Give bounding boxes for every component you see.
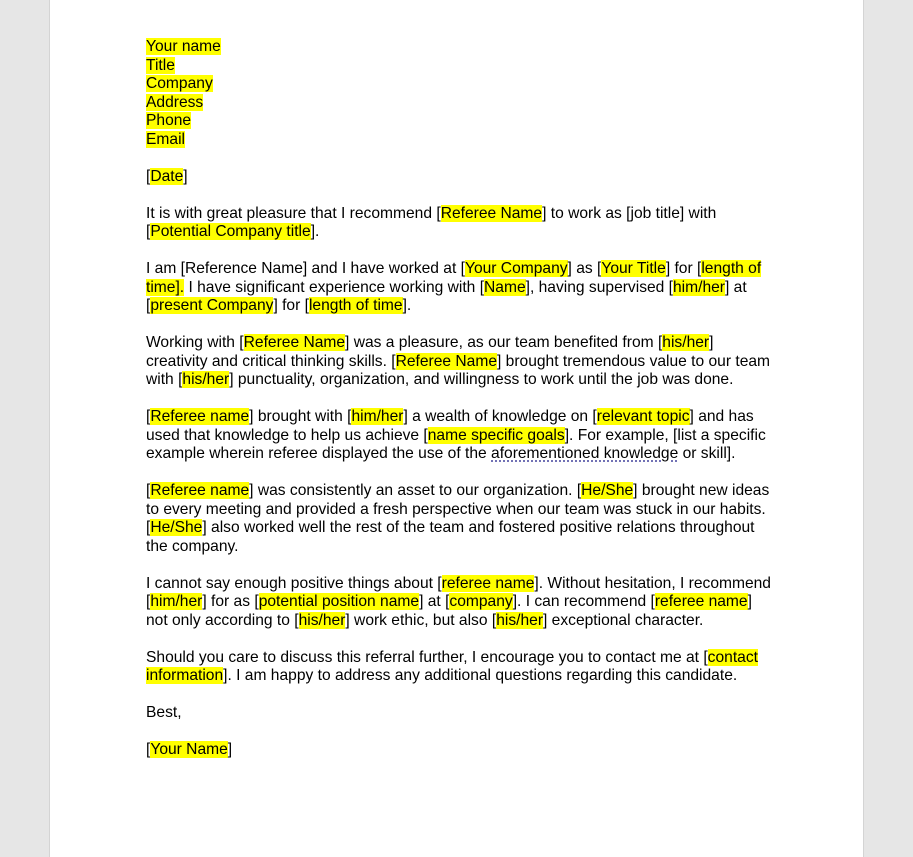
closing: Best,	[146, 704, 182, 721]
sender-phone: Phone	[146, 112, 192, 129]
date-placeholder: Date	[150, 167, 184, 185]
sender-company: Company	[146, 75, 213, 92]
signature-name: Your Name	[150, 741, 228, 758]
sender-address: Address	[146, 93, 204, 111]
sender-email: Email	[146, 130, 185, 148]
document-page	[49, 0, 864, 857]
sender-block	[146, 38, 776, 149]
paragraph-3: Working with [Referee Name] was a pleasure, as our team benefited from [his/her] creativity and critical thinking skills. [Referee Name] brought tremendous value to our team with [his/her] punctuality, organization, and willingness to work until the job was done.	[146, 334, 771, 388]
letter-body[interactable]	[146, 38, 776, 778]
sender-name: Your name	[146, 38, 221, 55]
date-line: [Date]	[146, 167, 188, 185]
sender-title: Title	[146, 56, 175, 74]
grammar-flag[interactable]: aforementioned knowledge	[491, 445, 679, 462]
paragraph-7: Should you care to discuss this referral further, I encourage you to contact me at [contact information]. I am happy to address any additional questions regarding this candidate.	[146, 648, 758, 684]
paragraph-1: It is with great pleasure that I recommend [Referee Name] to work as [job title] with [Potential Company title].	[146, 204, 717, 240]
paragraph-5: [Referee name] was consistently an asset to our organization. [He/She] brought new ideas to every meeting and provided a fresh perspective when our team was stuck in our habits. [He/She] also worked well the rest of the team and fostered positive relations throughout the company.	[146, 482, 770, 555]
paragraph-6: I cannot say enough positive things about [referee name]. Without hesitation, I recommend [him/her] for as [potential position name] at [company]. I can recommend [referee name] not only according to [his/her] work ethic, but also [his/her] exceptional character.	[146, 574, 771, 629]
paragraph-2: I am [Reference Name] and I have worked at [Your Company] as [Your Title] for [length of time]. I have significant experience working with [Name], having supervised [him/her] at [present Company] for [length of time].	[146, 260, 762, 314]
signature: [Your Name]	[146, 741, 233, 758]
paragraph-4: [Referee name] brought with [him/her] a wealth of knowledge on [relevant topic] and has used that knowledge to help us achieve [name specific goals]. For example, [list a specific example wherein referee displayed the use of the aforementioned knowledge or skill].	[146, 408, 766, 462]
